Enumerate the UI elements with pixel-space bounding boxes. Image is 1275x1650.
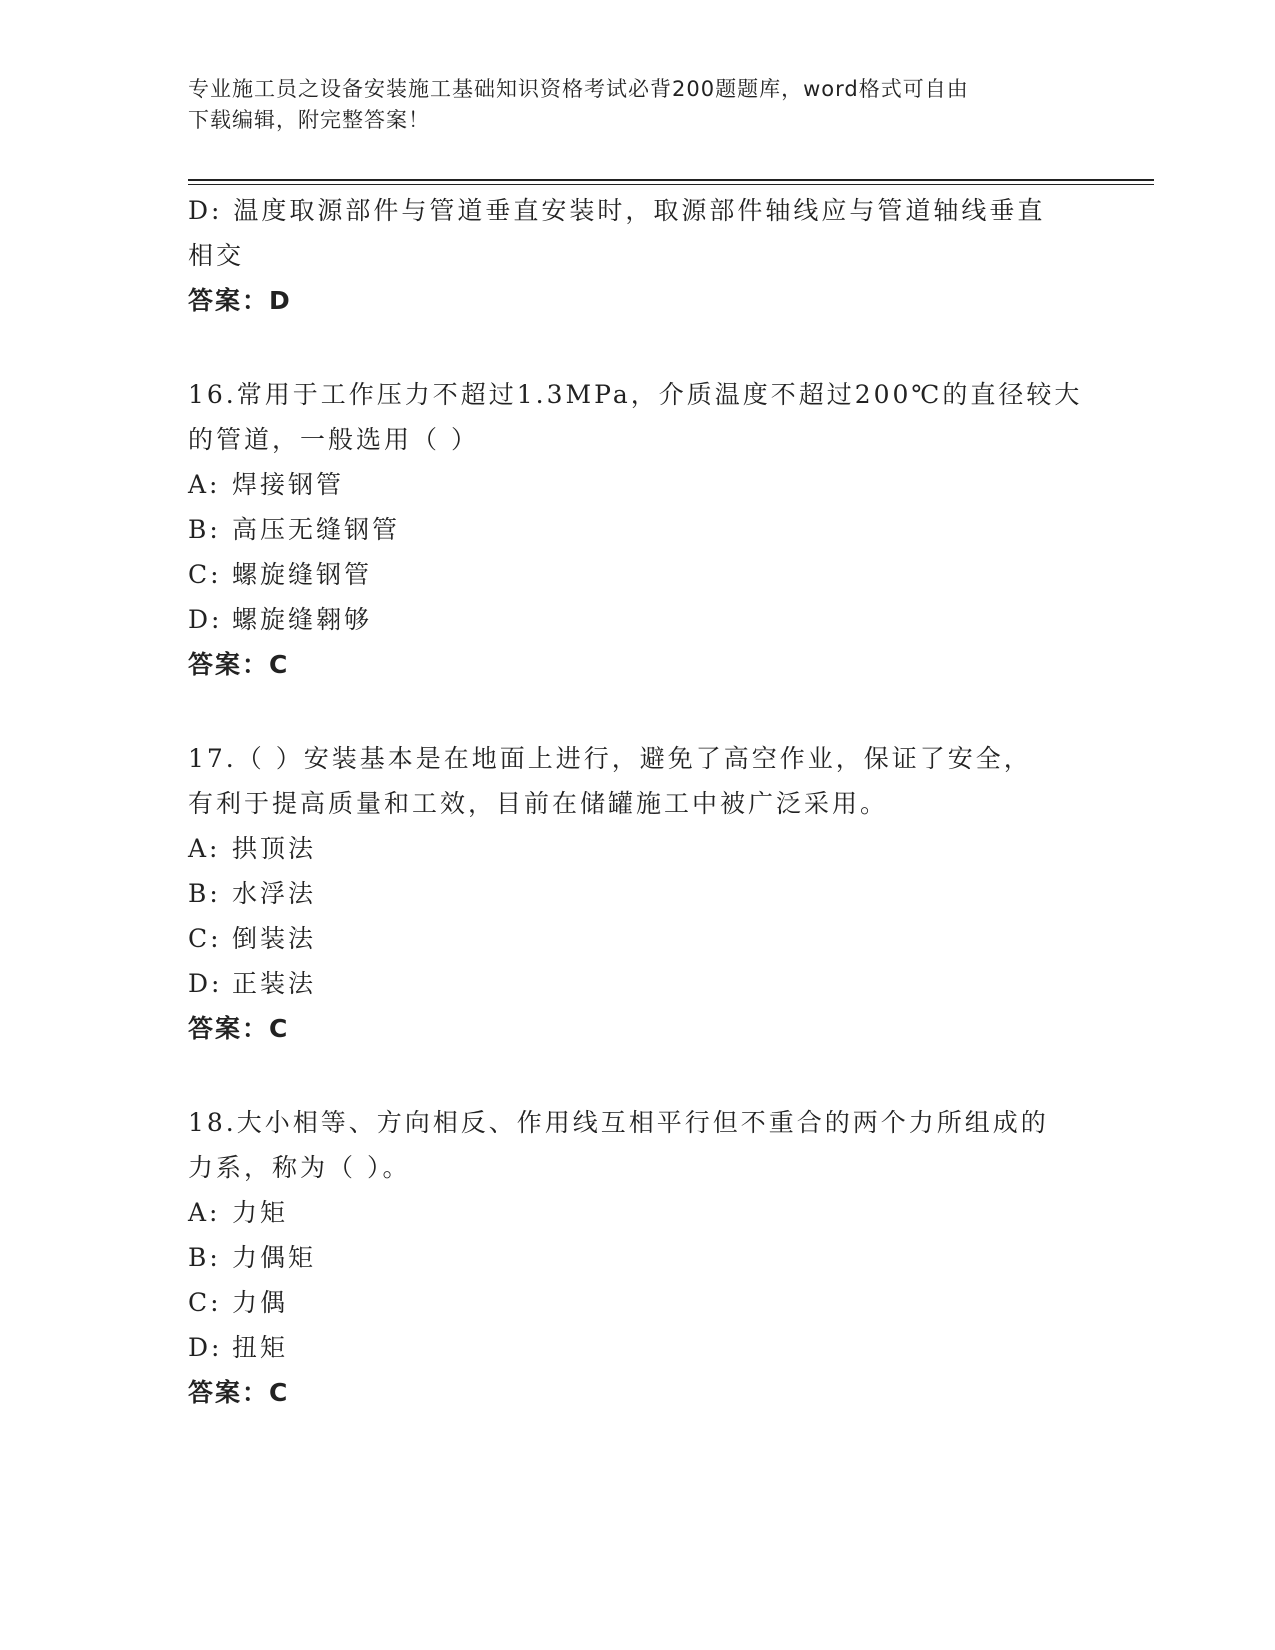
question-stem-line-1: 17.（ ）安装基本是在地面上进行，避免了高空作业，保证了安全， [188,744,1032,773]
answer-line: 答案：D [188,286,292,315]
option-text: 焊接钢管 [232,470,345,499]
answer-line: 答案：C [188,1378,290,1407]
option-label: B: [188,1243,221,1272]
option-text: 高压无缝钢管 [232,515,401,544]
option-d [188,1325,1088,1370]
option-text: 力矩 [232,1198,289,1227]
question-stem-line-1: 18.大小相等、方向相反、作用线互相平行但不重合的两个力所组成的 [188,1108,1049,1137]
question-16 [188,372,1088,688]
question-stem-line-1: 16.常用于工作压力不超过1.3MPa，介质温度不超过200℃的直径较大 [188,380,1083,409]
option-label: C: [188,1288,222,1317]
option-label: A: [188,834,221,863]
question-17 [188,736,1088,1052]
option-text: 螺旋缝翱够 [232,605,373,634]
document-header [188,74,1068,136]
option-d-line-2: 相交 [188,241,245,270]
question-stem-line-2: 有利于提高质量和工效，目前在储罐施工中被广泛采用。 [188,789,889,818]
option-c [188,1280,1088,1325]
option-text: 扭矩 [232,1333,289,1362]
option-c [188,552,1088,597]
option-text: 力偶矩 [232,1243,317,1272]
option-d-line-1: D: 温度取源部件与管道垂直安装时，取源部件轴线应与管道轴线垂直 [188,196,1046,225]
option-text: 正装法 [232,969,317,998]
option-a [188,462,1088,507]
option-label: B: [188,879,221,908]
option-label: D: [188,1333,223,1362]
option-label: D: [188,605,223,634]
option-text: 拱顶法 [232,834,317,863]
option-a [188,826,1088,871]
option-text: 螺旋缝钢管 [232,560,373,589]
question-stem-line-2: 的管道，一般选用（ ） [188,425,479,454]
answer-line: 答案：C [188,1014,290,1043]
option-label: D: [188,969,223,998]
question-18 [188,1100,1088,1416]
carryover-question [188,188,1088,324]
option-d [188,961,1088,1006]
option-b [188,1235,1088,1280]
option-c [188,916,1088,961]
option-text: 水浮法 [232,879,317,908]
option-text: 倒装法 [232,924,317,953]
spacer [188,1052,1088,1100]
question-stem-line-2: 力系，称为（ ）。 [188,1153,411,1182]
header-divider-thin [188,184,1154,185]
option-label: C: [188,560,222,589]
header-line-2: 下载编辑，附完整答案！ [188,108,430,132]
document-body [188,188,1088,1416]
option-label: A: [188,1198,221,1227]
spacer [188,324,1088,372]
answer-line: 答案：C [188,650,290,679]
option-d [188,597,1088,642]
option-a [188,1190,1088,1235]
option-label: C: [188,924,222,953]
option-b [188,871,1088,916]
header-divider-thick [188,179,1154,181]
option-text: 力偶 [232,1288,289,1317]
header-line-1: 专业施工员之设备安装施工基础知识资格考试必背200题题库，word格式可自由 [188,77,969,101]
option-b [188,507,1088,552]
spacer [188,688,1088,736]
option-label: B: [188,515,221,544]
option-label: A: [188,470,221,499]
